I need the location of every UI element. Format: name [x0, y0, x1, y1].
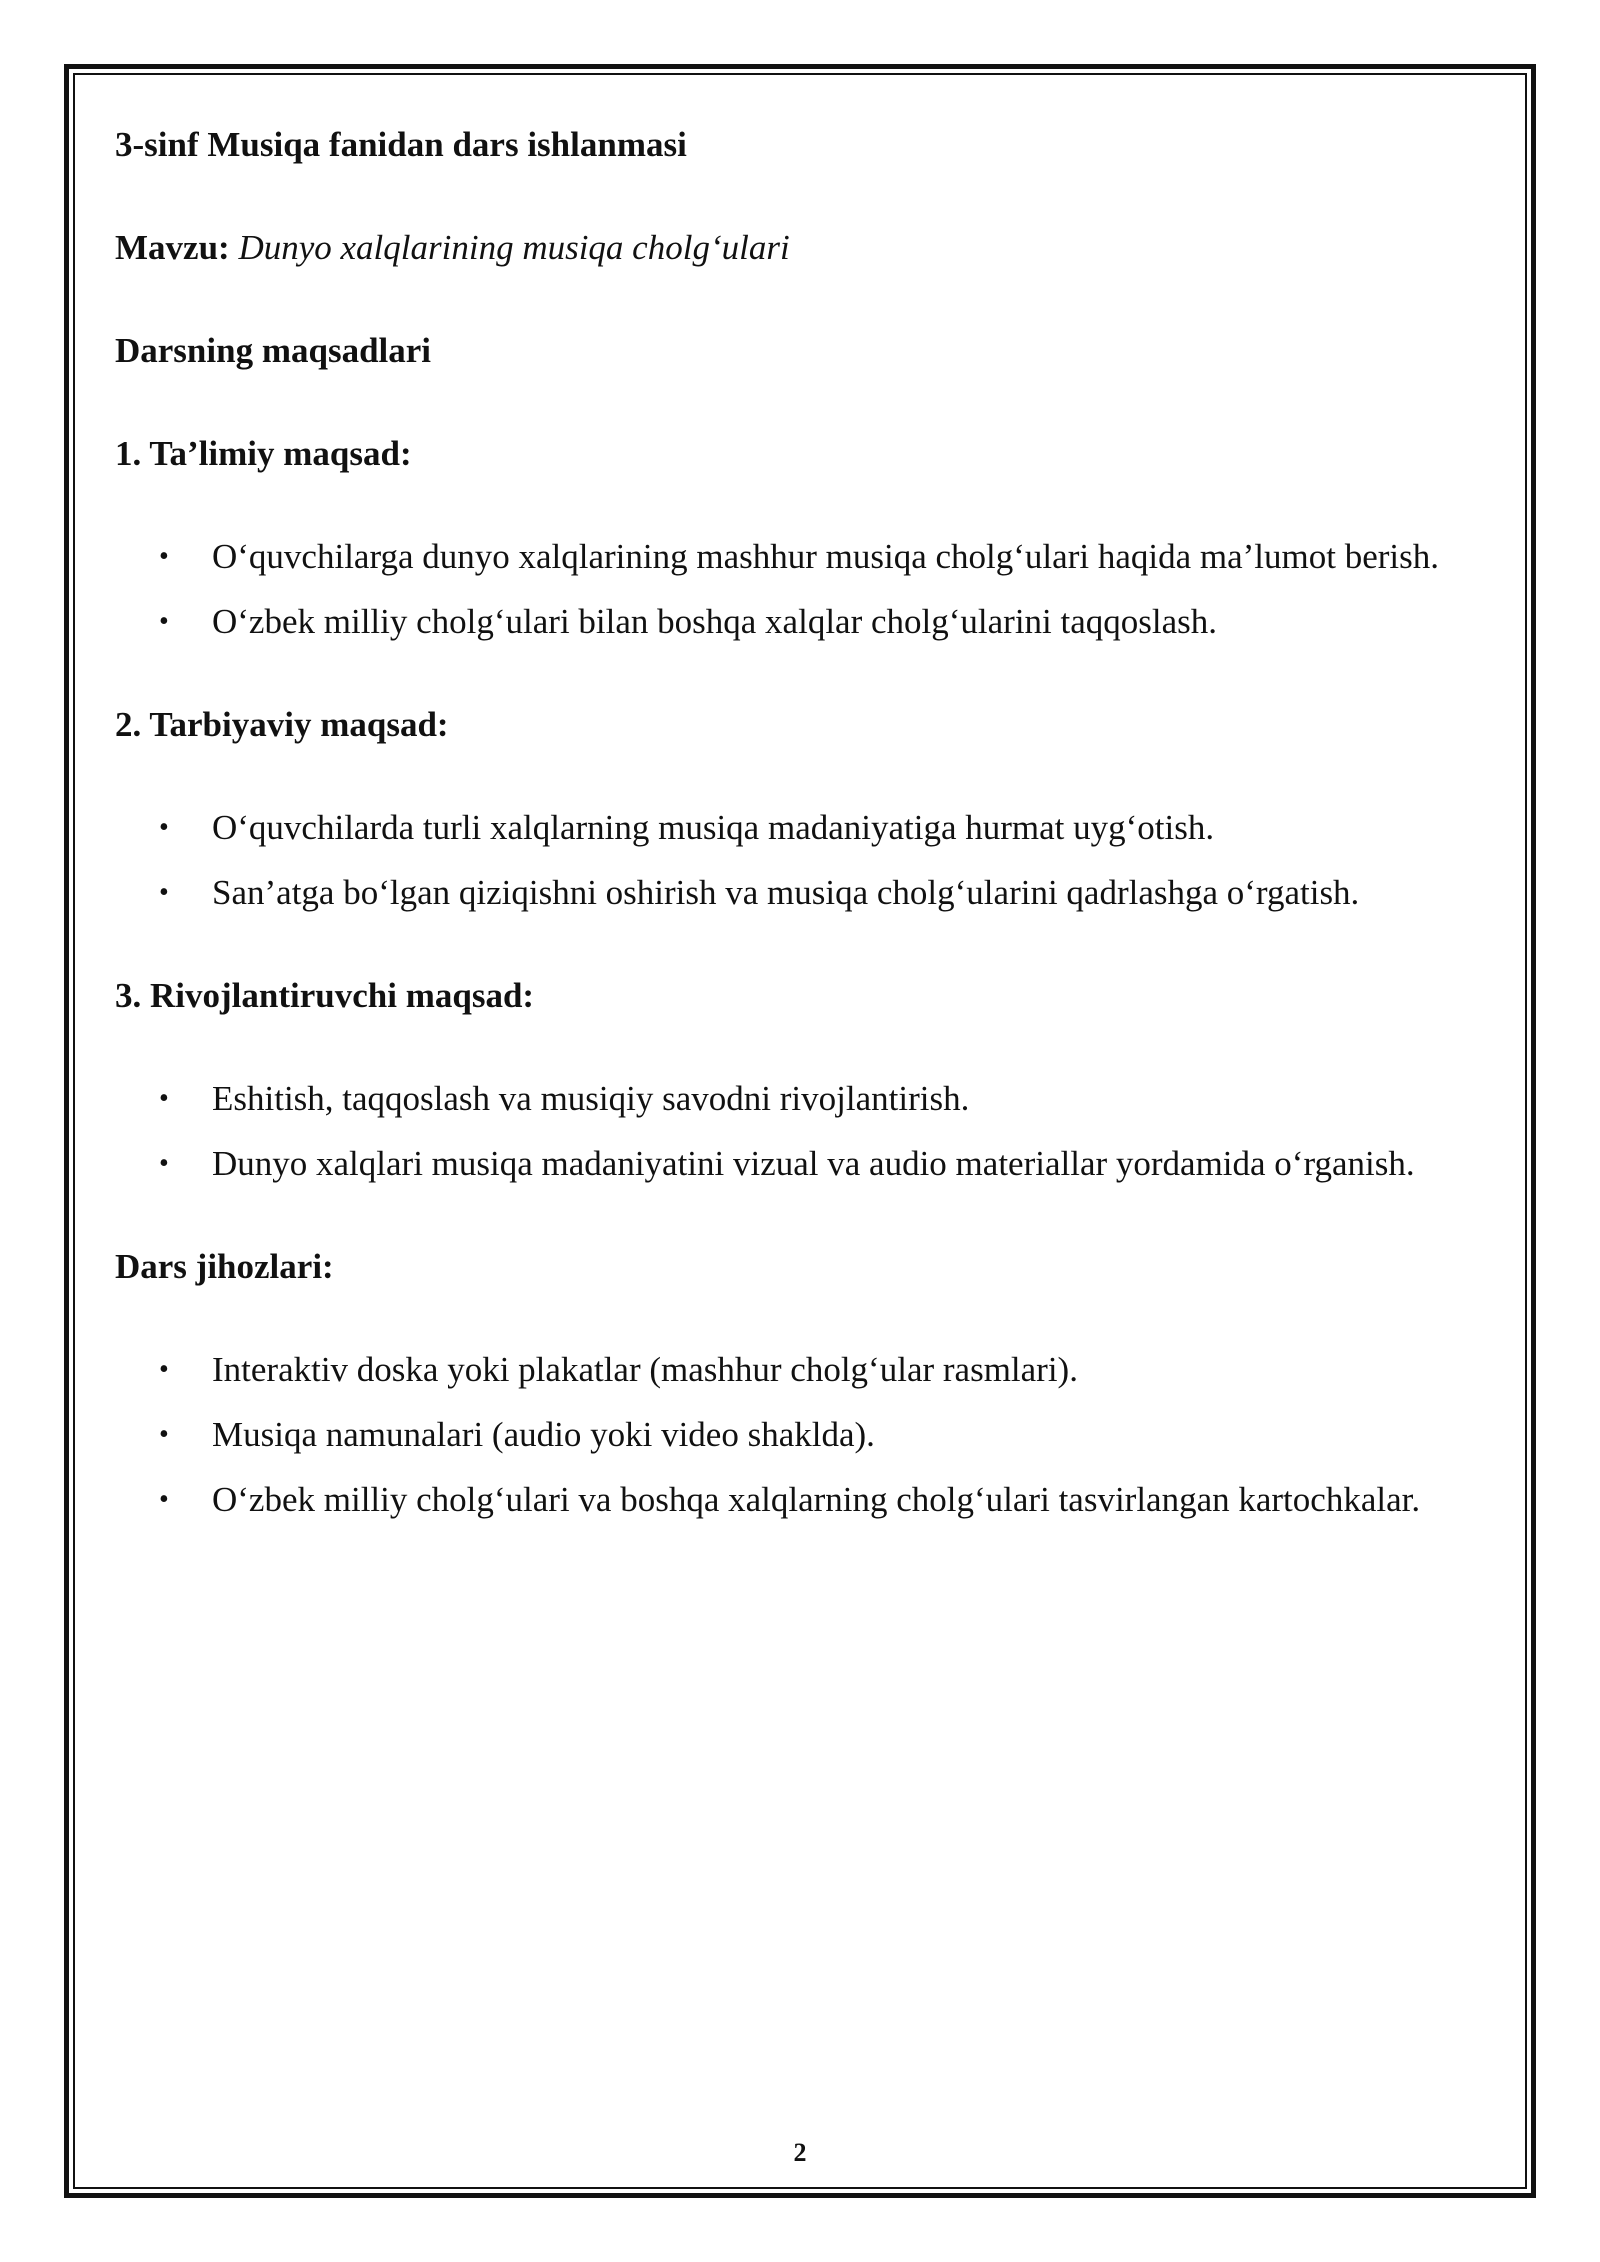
- section-list-educational: [115, 524, 1487, 654]
- topic-label: Mavzu:: [115, 228, 230, 267]
- list-item: • Interaktiv doska yoki plakatlar (mashhur cholg‘ular rasmlari).: [115, 1337, 1487, 1402]
- list-item: • O‘zbek milliy cholg‘ulari va boshqa xalqlarning cholg‘ulari tasvirlangan kartochkalar.: [115, 1467, 1487, 1532]
- section-heading-educational: 1. Ta’limiy maqsad:: [115, 434, 412, 473]
- section-list-equipment: [115, 1337, 1487, 1532]
- topic-value: Dunyo xalqlarining musiqa cholg‘ulari: [238, 228, 790, 267]
- section-list-developmental: [115, 1066, 1487, 1196]
- section-heading-developmental: 3. Rivojlantiruvchi maqsad:: [115, 976, 535, 1015]
- document-body: [115, 112, 1487, 1532]
- list-item: • Dunyo xalqlari musiqa madaniyatini vizual va audio materiallar yordamida o‘rganish.: [115, 1131, 1487, 1196]
- document-title: 3-sinf Musiqa fanidan dars ishlanmasi: [115, 125, 687, 164]
- section-list-upbringing: [115, 795, 1487, 925]
- section-heading-equipment: Dars jihozlari:: [115, 1247, 334, 1286]
- page-number: 2: [793, 2138, 807, 2167]
- section-heading-upbringing: 2. Tarbiyaviy maqsad:: [115, 705, 449, 744]
- list-item: • Musiqa namunalari (audio yoki video shaklda).: [115, 1402, 1487, 1467]
- goals-heading: Darsning maqsadlari: [115, 331, 432, 370]
- topic-line: [115, 215, 1487, 280]
- list-item: • O‘quvchilarga dunyo xalqlarining mashhur musiqa cholg‘ulari haqida ma’lumot berish.: [115, 524, 1487, 589]
- list-item: • San’atga bo‘lgan qiziqishni oshirish va musiqa cholg‘ularini qadrlashga o‘rgatish.: [115, 860, 1487, 925]
- list-item: • O‘zbek milliy cholg‘ulari bilan boshqa xalqlar cholg‘ularini taqqoslash.: [115, 589, 1487, 654]
- list-item: • Eshitish, taqqoslash va musiqiy savodni rivojlantirish.: [115, 1066, 1487, 1131]
- list-item: • O‘quvchilarda turli xalqlarning musiqa madaniyatiga hurmat uyg‘otish.: [115, 795, 1487, 860]
